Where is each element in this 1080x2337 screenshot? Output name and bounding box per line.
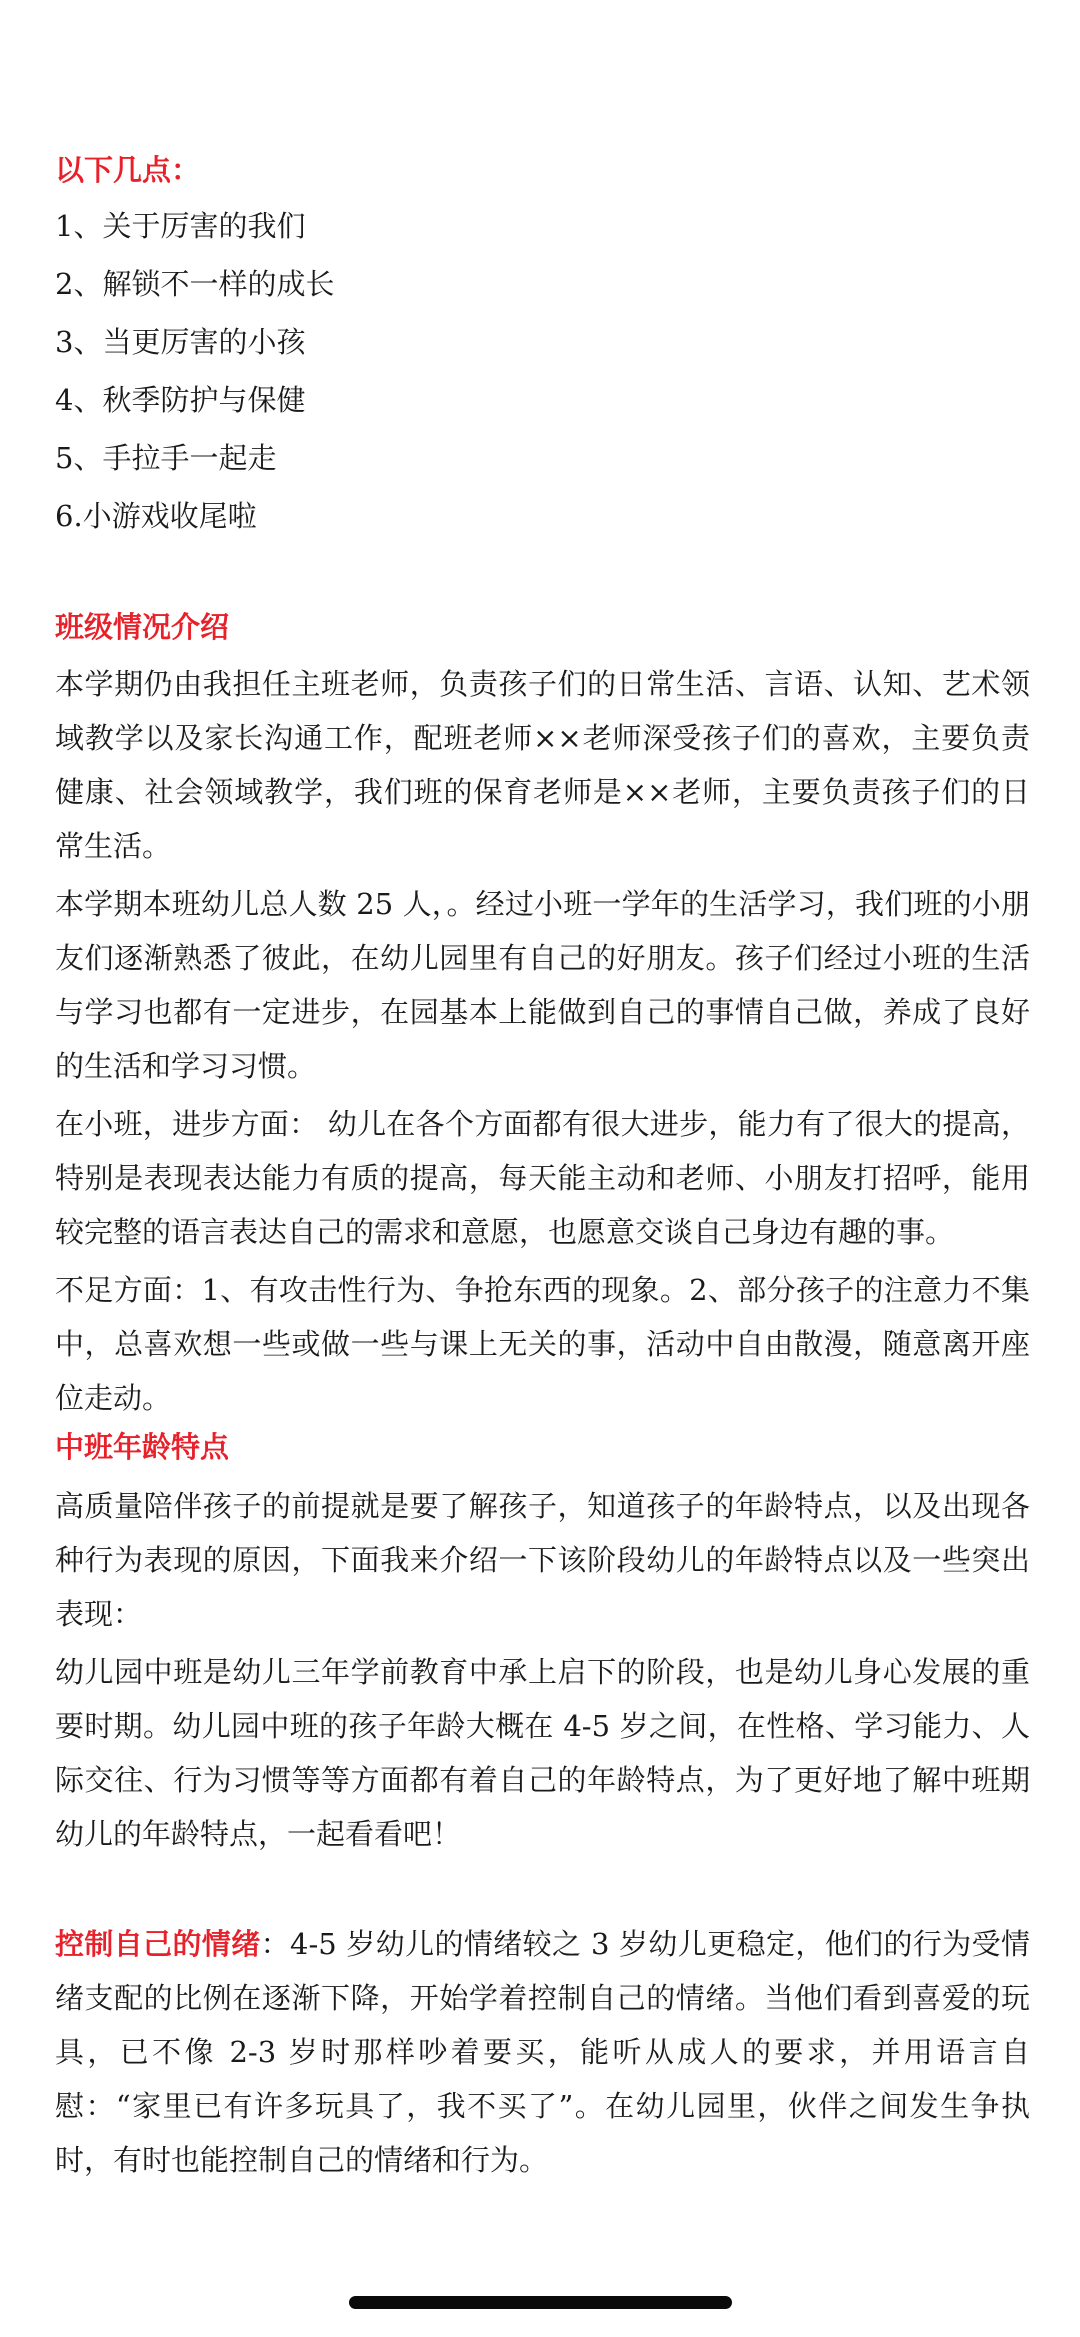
age-traits-paragraph: 高质量陪伴孩子的前提就是要了解孩子，知道孩子的年龄特点，以及出现各种行为表现的原因，下面我来介绍一下该阶段幼儿的年龄特点以及一些突出表现： [55, 1489, 1030, 1631]
emotion-text: ：4-5 岁幼儿的情绪较之 3 岁幼儿更稳定，他们的行为受情绪支配的比例在逐渐下降，开始学着控制自己的情绪。当他们看到喜爱的玩具，已不像 2-3 岁时那样吵着要买，能听从成人的要求，并用语言自慰：“家里已有许多玩具了，我不买了”。在幼儿园里，伙伴之间发生争执时，有时也能控制自己的情绪和行为。 [55, 1927, 1030, 2177]
class-intro-paragraph: 本学期本班幼儿总人数 25 人，。经过小班一学年的生活学习，我们班的小朋友们逐渐熟悉了彼此，在幼儿园里有自己的好朋友。孩子们经过小班的生活与学习也都有一定进步，在园基本上能做到自己的事情自己做，养成了良好的生活和学习习惯。 [55, 887, 1030, 1083]
class-intro-paragraph: 在小班，进步方面： 幼儿在各个方面都有很大进步，能力有了很大的提高，特别是表现表达能力有质的提高，每天能主动和老师、小朋友打招呼，能用较完整的语言表达自己的需求和意愿，也愿意交谈自己身边有趣的事。 [55, 1107, 1030, 1249]
class-intro-paragraph: 本学期仍由我担任主班老师，负责孩子们的日常生活、言语、认知、艺术领域教学以及家长沟通工作，配班老师××老师深受孩子们的喜欢，主要负责健康、社会领域教学，我们班的保育老师是××老师，主要负责孩子们的日常生活。 [55, 667, 1030, 863]
outline-item: 4、秋季防护与保健 [55, 383, 306, 417]
outline-list [55, 206, 1030, 554]
home-indicator[interactable] [349, 2296, 732, 2309]
age-traits-section [55, 1479, 1030, 1861]
emotion-paragraph [55, 1917, 1030, 2187]
class-intro-paragraph: 不足方面：1、有攻击性行为、争抢东西的现象。2、部分孩子的注意力不集中，总喜欢想一些或做一些与课上无关的事，活动中自由散漫，随意离开座位走动。 [55, 1273, 1030, 1415]
outline-item: 1、关于厉害的我们 [55, 209, 306, 243]
outline-item: 3、当更厉害的小孩 [55, 325, 306, 359]
outline-item: 2、解锁不一样的成长 [55, 267, 335, 301]
age-traits-heading: 中班年龄特点 [55, 1430, 230, 1464]
age-traits-paragraph: 幼儿园中班是幼儿三年学前教育中承上启下的阶段，也是幼儿身心发展的重要时期。幼儿园中班的孩子年龄大概在 4-5 岁之间，在性格、学习能力、人际交往、行为习惯等等方面都有着自己的年龄特点，为了更好地了解中班期幼儿的年龄特点，一起看看吧！ [55, 1655, 1030, 1851]
document-body [55, 150, 1030, 2187]
outline-heading: 以下几点： [55, 153, 201, 187]
emotion-heading: 控制自己的情绪 [55, 1927, 261, 1961]
class-intro-section [55, 657, 1030, 1425]
outline-item: 6.小游戏收尾啦 [55, 499, 257, 533]
class-intro-heading: 班级情况介绍 [55, 610, 230, 644]
outline-item: 5、手拉手一起走 [55, 441, 277, 475]
